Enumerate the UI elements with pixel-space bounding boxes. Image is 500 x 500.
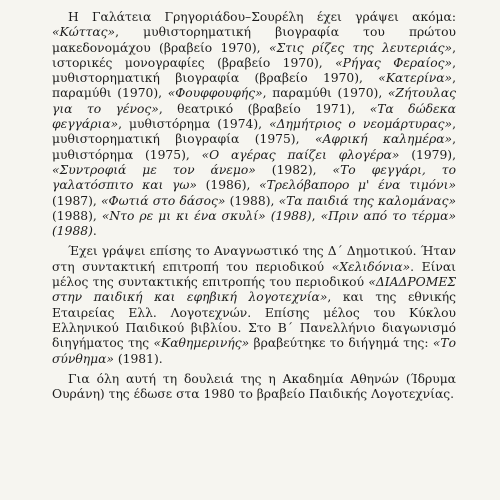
body-text-run: Για όλη αυτή τη δουλειά της η Ακαδημία Αθηνών (Ίδρυμα Ουράνη) της έδωσε στα 1980 το βραβείο Παιδικής Λογοτεχνίας.	[52, 371, 456, 402]
body-text-run: .	[92, 224, 97, 239]
italic-title-text: «Συντροφιά με τον άνεμο»	[52, 162, 256, 177]
body-text-run: , μυθιστόρημα (1975),	[52, 132, 456, 162]
italic-title-text: «Δημήτριος ο νεομάρτυρας»	[269, 117, 453, 132]
body-text-run: . Είναι μέλος της συντακτικής επιτροπής του περιοδικού	[52, 259, 457, 290]
body-text-run: ,	[311, 208, 321, 223]
body-text-run: , θεατρικό (βραβείο 1971),	[158, 101, 370, 116]
italic-title-text: «Κατερίνα»	[378, 71, 453, 86]
italic-title-text: «Τα παιδιά της καλομάνας»	[278, 193, 456, 208]
body-text-run: , μυθιστορηματική βιογραφία του πρώτου μακεδονομάχου (βραβείο 1970),	[52, 25, 456, 55]
italic-title-text: «Χελιδόνια»	[331, 259, 411, 274]
body-text-run: (1988),	[52, 208, 102, 223]
body-text-run: (1987),	[52, 193, 101, 208]
body-text-run: , μυθιστόρημα (1974),	[118, 117, 270, 132]
italic-title-text: «Αφρική καλημέρα»	[314, 132, 453, 147]
italic-title-text: «Το σύνθημα»	[52, 336, 456, 366]
italic-title-text: «Φουφφουφής»	[167, 86, 263, 101]
italic-title-text: «Κώττας»	[52, 25, 116, 40]
italic-title-text: «Φωτιά στο δάσος»	[100, 193, 226, 208]
body-text-run: Έχει γράψει επίσης το Αναγνωστικό της Δ΄ Δημοτικού. Ήταν στη συντακτική επιτροπή του περιοδικού	[52, 244, 456, 274]
body-text-run: (1979),	[399, 147, 456, 162]
body-text-run: , και της εθνικής Εταιρείας Ελλ. Λογοτεχνών. Επίσης μέλος του Κύκλου Ελληνικού Παιδικού βιβλίου. Στο Β΄ Πανελλήνιο διαγωνισμό διηγήματος της	[52, 290, 457, 351]
body-text-run: Η Γαλάτεια Γρηγοριάδου–Σουρέλη έχει γράψει ακόμα:	[68, 10, 456, 24]
paragraph-career	[52, 244, 456, 366]
italic-title-text: «Ο αγέρας παίζει φλογέρα»	[201, 147, 400, 162]
body-text-run: (1986),	[196, 178, 260, 193]
italic-title-text: «Ζήτουλας για το γένος»	[52, 86, 457, 116]
body-text-run: , παραμύθι (1970),	[52, 71, 456, 101]
paragraph-bibliography	[52, 10, 456, 239]
italic-title-text: «Ρήγας Φεραίος»	[335, 55, 453, 70]
body-text-run: , μυθιστορηματική βιογραφία (1975),	[52, 117, 456, 147]
italic-title-text: «Ντο ρε μι κι ένα σκυλί»	[101, 208, 266, 223]
italic-title-text: (1988)	[52, 224, 93, 239]
body-text	[52, 10, 456, 402]
body-text-run: , ιστορικές μονογραφίες (βραβείο 1970),	[52, 40, 456, 70]
body-text-run: (1982),	[255, 162, 333, 177]
italic-title-text: «Το φεγγάρι, το γαλατόσπιτο και γω»	[52, 162, 456, 193]
italic-title-text: «Τρελόβαπορο μ' ένα τιμόνι»	[259, 178, 456, 193]
italic-title-text: «Στις ρίζες της λευτεριάς»	[268, 40, 453, 55]
italic-title-text: «ΔΙΑΔΡΟΜΕΣ στην παιδική και εφηβική λογοτεχνία»	[52, 275, 456, 305]
italic-title-text: «Τα δώδεκα φεγγάρια»	[52, 101, 456, 132]
body-text-run: βραβεύτηκε το διήγημά της:	[249, 336, 433, 351]
body-text-run: , μυθιστορηματική βιογραφία (βραβείο 1970),	[52, 55, 456, 86]
body-text-run: (1988),	[225, 193, 279, 208]
italic-title-text: «Καθημερινής»	[153, 336, 250, 351]
italic-title-text: «Πριν από το τέρμα»	[320, 208, 456, 223]
italic-title-text: (1988)	[270, 208, 312, 223]
paragraph-award	[52, 372, 456, 403]
body-text-run: , παραμύθι (1970),	[262, 86, 388, 101]
body-text-run: (1981).	[113, 351, 163, 366]
